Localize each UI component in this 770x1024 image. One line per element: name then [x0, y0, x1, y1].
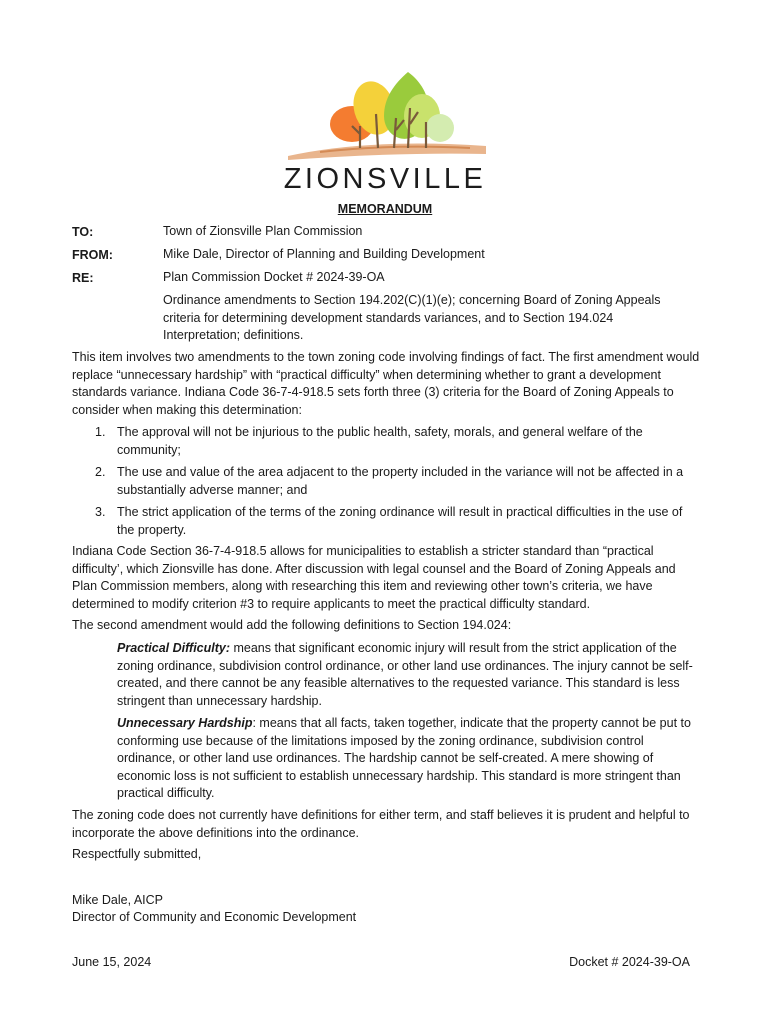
paragraph-second-amendment: The second amendment would add the following definitions to Section 194.024: [72, 618, 512, 632]
footer-docket: Docket # 2024-39-OA [569, 955, 690, 969]
list-text: The approval will not be injurious to the public health, safety, morals, and general welfare of the community; [117, 425, 643, 457]
re-label: RE: [72, 271, 94, 285]
signer-title: Director of Community and Economic Development [72, 910, 357, 924]
definition-term: Unnecessary Hardship [117, 716, 253, 730]
closing: Respectfully submitted, [72, 847, 202, 861]
list-text: The use and value of the area adjacent to the property included in the variance will not be affected in a substantially adverse manner; and [117, 465, 684, 497]
definition-unnecessary-hardship [117, 715, 697, 803]
definition-text: means that significant economic injury will result from the strict application of the zoning ordinance, subdivision control ordinance, or other land use ordinances. The injury cannot be self-created, and there cannot be any feasible alternatives to the requested variance. This standard is less stringent than unnecessary hardship. [117, 641, 693, 708]
signer-name: Mike Dale, AICP [72, 893, 164, 907]
list-text: The strict application of the terms of the zoning ordinance will result in practical difficulties in the use of the property. [117, 505, 683, 537]
to-value: Town of Zionsville Plan Commission [163, 224, 363, 238]
re-value: Plan Commission Docket # 2024-39-OA [163, 270, 385, 284]
intro-paragraph: This item involves two amendments to the town zoning code involving findings of fact. The first amendment would replace “unnecessary hardship” with “practical difficulty” when determining whether to grant a development standards variance. Indiana Code 36-7-4-918.5 sets forth three (3) criteria for the Board of Zoning Appeals to consider when making this determination: [72, 350, 700, 417]
paragraph-stricter-standard: Indiana Code Section 36-7-4-918.5 allows for municipalities to establish a stricter standard than “practical difficulty’, which Zionsville has done. After discussion with legal counsel and the Board of Zoning Appeals and Plan Commission members, along with researching this item and reviewing other town’s criteria, we have determined to modify criterion #3 to require applicants to meet the practical difficulty standard. [72, 544, 676, 611]
definition-term: Practical Difficulty: [117, 641, 231, 655]
from-label: FROM: [72, 248, 113, 262]
list-number: 2. [95, 465, 106, 479]
trees-logo-icon [280, 68, 492, 168]
footer-date: June 15, 2024 [72, 955, 152, 969]
list-item [72, 424, 700, 459]
list-number: 1. [95, 425, 106, 439]
list-item [72, 504, 700, 539]
definition-text: : means that all facts, taken together, indicate that the property cannot be put to conforming use because of the limitations imposed by the zoning ordinance, subdivision control ordinance, or other land use ordinances. The hardship cannot be self-created. A mere showing of economic loss is not sufficient to establish unnecessary hardship. This standard is more stringent than practical difficulty. [117, 716, 691, 800]
re-subject: Ordinance amendments to Section 194.202(C)(1)(e); concerning Board of Zoning Appeals criteria for determining development standards variances, and to Section 194.024 Interpretation; definitions. [163, 293, 661, 342]
from-value: Mike Dale, Director of Planning and Building Development [163, 247, 485, 261]
to-label: TO: [72, 225, 94, 239]
list-number: 3. [95, 505, 106, 519]
memo-title: MEMORANDUM [337, 202, 433, 216]
definition-practical-difficulty [117, 640, 697, 710]
logo-wordmark: ZIONSVILLE [283, 163, 487, 195]
paragraph-conclusion: The zoning code does not currently have definitions for either term, and staff believes it is prudent and helpful to incorporate the above definitions into the ordinance. [72, 808, 690, 840]
list-item [72, 464, 700, 499]
definitions [117, 640, 697, 808]
criteria-list [72, 424, 700, 544]
